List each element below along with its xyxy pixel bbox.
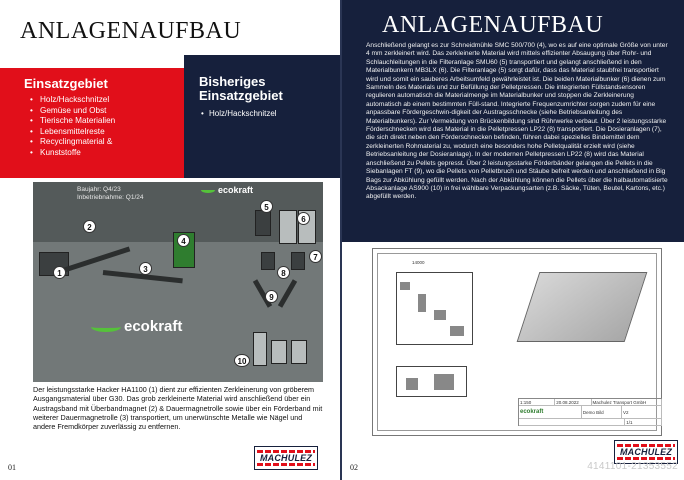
tb-sheet: 1/1 [625, 419, 662, 425]
number-badge: 2 [83, 220, 96, 233]
plan-machine [434, 310, 446, 320]
filteranlage-machine [255, 210, 271, 236]
dimension-label: 14000 [412, 260, 425, 265]
list-item: • Holz/Hackschnitzel [199, 109, 340, 118]
page-title: ANLAGENAUFBAU [20, 18, 242, 44]
ecokraft-swoosh-icon [201, 187, 215, 193]
einsatzgebiet-heading: Einsatzgebiet [24, 76, 108, 91]
elevation-line [396, 396, 467, 397]
bisheriges-list [199, 109, 340, 118]
number-badge: 4 [177, 234, 190, 247]
page-right [342, 0, 684, 480]
logo-stripe [617, 457, 675, 460]
plan-machine [450, 326, 464, 336]
list-item: • Gemüse und Obst [24, 106, 190, 117]
number-badge: 10 [234, 354, 250, 367]
materialbunker-machine [279, 210, 297, 244]
pelletpresse-machine [261, 252, 275, 270]
tb-date: 20.08.2022 [555, 399, 591, 405]
machulez-logo: MACHULEZ [254, 446, 318, 470]
list-item: • Lebensmittelreste [24, 127, 190, 138]
tb-rev: V2 [622, 406, 662, 418]
technical-drawing [372, 248, 662, 436]
number-badge: 7 [309, 250, 322, 263]
bisheriges-einsatzgebiet-panel [184, 55, 340, 178]
absackanlage-machine [253, 332, 267, 366]
elevation-line [396, 366, 397, 396]
elevation-line [466, 366, 467, 396]
number-badge: 3 [139, 262, 152, 275]
isometric-view [517, 272, 648, 342]
listing-watermark: 4141101-21353552 [587, 461, 678, 472]
list-item: • Recyclingmaterial & [24, 137, 190, 148]
plan-machine [418, 294, 426, 312]
tb-name: Demo Bild [582, 406, 622, 418]
number-badge: 5 [260, 200, 273, 213]
drawing-frame [377, 253, 657, 431]
pelletpresse-machine [291, 252, 305, 270]
ecokraft-swoosh-icon [91, 322, 121, 332]
logo-stripe [257, 463, 315, 466]
page-title: ANLAGENAUFBAU [382, 12, 604, 38]
elevation-machine [406, 378, 418, 390]
plan-machine [400, 282, 410, 290]
einsatzgebiet-list [24, 95, 190, 159]
plan-line [396, 344, 473, 345]
plan-line [396, 272, 397, 344]
bisheriges-heading: Bisheriges Einsatzgebiet [199, 74, 283, 103]
tb-scale: 1:150 [519, 399, 555, 405]
machulez-logo: MACHULEZ [614, 440, 678, 464]
tb-ecokraft-logo: ecokraft [519, 406, 582, 418]
big-bag [291, 340, 307, 364]
plant-caption [77, 186, 144, 202]
caption-inbetriebnahme: Inbetriebnahme: Q1/24 [77, 194, 144, 201]
plan-line [396, 272, 472, 273]
elevation-machine [434, 374, 454, 390]
plan-line [472, 272, 473, 344]
big-bag [271, 340, 287, 364]
page-number: 01 [8, 463, 16, 472]
drawing-title-block [518, 398, 662, 426]
number-badge: 6 [297, 212, 310, 225]
list-item: • Holz/Hackschnitzel [24, 95, 190, 106]
body-text: Der leistungsstarke Hacker HA1100 (1) dient zur effizienten Zerkleinerung von gröberem Ausgangsmaterial über G30. Das grob zerkleinerte Material wird anschließend über ein Austragsband mit Überbandmagnet (2) & Dauermagnetrolle sowie über ein Förderband mit weiterer Dauermagnetrolle (3) transportiert, um unerwünschte Metalle wie Nägel und andere Fremdkörper zuverlässig zu entfernen. [33, 385, 323, 432]
ecokraft-logo-large: ecokraft [91, 318, 182, 335]
tb-company: Machulez Transport GmbH [592, 399, 663, 405]
number-badge: 1 [53, 266, 66, 279]
number-badge: 9 [265, 290, 278, 303]
list-item: • Kunststoffe [24, 148, 190, 159]
body-text: Anschließend gelangt es zur Schneidmühle SMC 500/700 (4), wo es auf eine optimale Größe von unter 4 mm zerkleinert wird. Das zerkleinerte Material wird mittels effizienter Absaugung über Rohr- und Schlauchleitungen in die Filteranlage SMU60 (5) transportiert und gelangt anschließend in den Materialbunkern MB3LX (6). Die Filteranlage (5) sorgt dafür, dass das Material staubfrei transportiert wird und somit ein sauberes Arbeitsumfeld gewährleistet ist. Die beiden Materialbunker (6) dienen zum Sammeln des Materials und zur Befüllung der Pelletpressen. Die integrierten Füllstandsensoren regulieren automatisch die Materialmenge im Materialbunker und stoppen die Zerkleinerung automatisch ab einem bestimmten Füll-stand. Integrierte Frequenzumrichter sorgen zudem für eine anpassbare Fördergeschwin-digkeit der Austragsschnecke (siehe Betriebsanleitung des Materialbunkers). Zur Vermeidung von Brückenbildung sind Rührwerke verbaut. Über 2 leistungsstarke Förderschnecken wird das Material in die Pelletpressen LP22 (8) transportiert. Die Dosieranlagen (7), die sich direkt neben den Förderschnecken befinden, führen dabei spezielles Bindemittel dem zerkleinerten Rohmaterial zu, wodurch eine besonders hohe Pelletqualität erzielt wird (siehe Betriebsanleitung der Dosieranlage). In der modernen Pelletpressen LP22 (8) wird das Material anschließend zu Pellets gepresst. Über 2 leistungsstarke Förderbänder gelangen die Pellets in die Siebanlagen FT (9), wo die Pellets von Pelletbruch und Stäube befreit werden und anschließend in Big Bags zur Abkühlung gefüllt werden. Nach der Abkühlung können die Pellets über die halbautomatisierte Absackanlage AS900 (10) in frei wählbare Verpackungsarten (z.B. Säcke, Tüten, Beutel, Kartons, etc.) abgefüllt werden. [366, 42, 668, 201]
caption-baujahr: Baujahr: Q4/23 [77, 186, 121, 193]
description-panel [342, 0, 684, 242]
einsatzgebiet-panel [0, 68, 190, 178]
ecokraft-logo-small: ecokraft [201, 185, 253, 195]
page-number: 02 [350, 463, 358, 472]
number-badge: 8 [277, 266, 290, 279]
page-left [0, 0, 340, 480]
plant-render-image [33, 182, 323, 382]
tb-empty [519, 419, 625, 425]
elevation-line [396, 366, 466, 367]
list-item: • Tierische Materialien [24, 116, 190, 127]
